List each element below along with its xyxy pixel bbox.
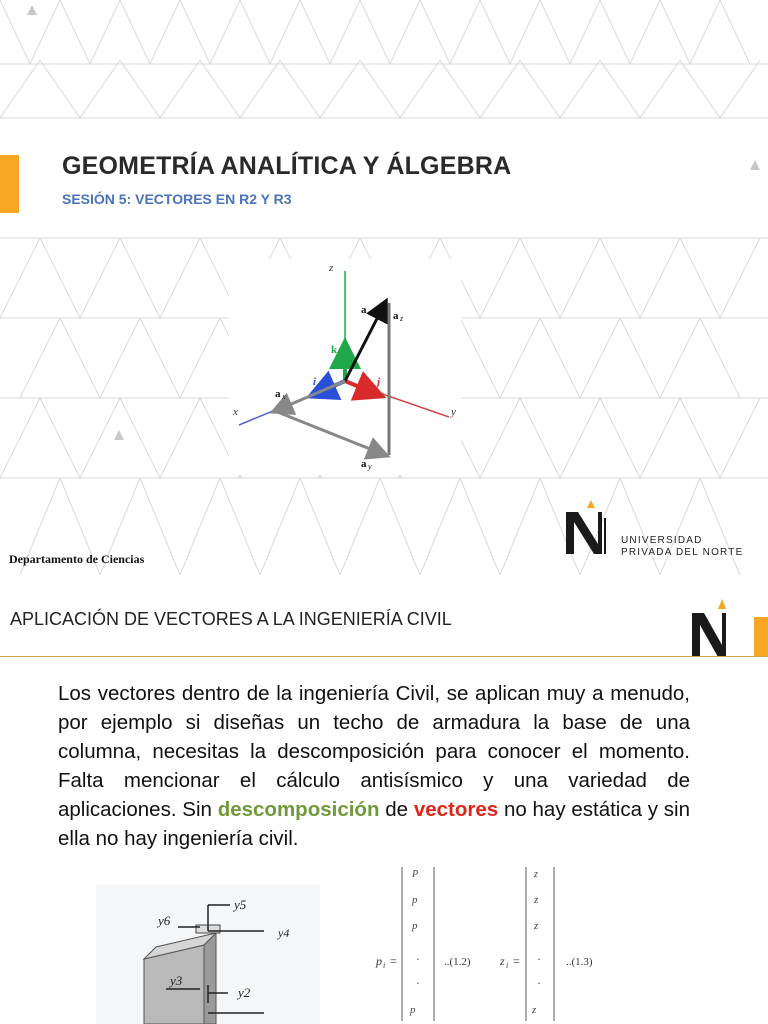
dof-label-y2: y2 <box>238 985 251 1000</box>
title-accent-bar <box>0 155 19 213</box>
component-sub-ay: y <box>368 462 372 471</box>
matrix1-entry-2: p <box>412 920 418 932</box>
matrix1-lhs-sub: i <box>383 961 386 970</box>
highlight-descomposicion: descomposición <box>217 798 380 821</box>
matrix2-entry-2: z <box>534 920 539 932</box>
matrix2-entry-3: · <box>537 952 541 966</box>
matrix2-entry-1: z <box>534 894 539 906</box>
matrix1-entry-3: · <box>416 952 420 966</box>
heading-accent-bar <box>754 617 768 657</box>
matrix2-entry-5: z <box>532 1004 537 1016</box>
component-sub-az: z <box>400 314 404 323</box>
vector-3d-diagram <box>229 259 461 475</box>
component-sub-ax: x <box>282 392 286 401</box>
paragraph-text-2: de <box>379 798 414 821</box>
upn-logo-icon <box>560 498 616 558</box>
university-line-1: UNIVERSIDAD <box>621 535 703 546</box>
matrix2-entry-0: z <box>534 869 538 880</box>
unit-vector-i: i <box>313 376 317 388</box>
upn-small-logo-icon <box>690 597 734 657</box>
svg-text:=: = <box>513 954 520 968</box>
university-name <box>621 535 743 559</box>
department-name: Departamento de Ciencias <box>9 552 145 566</box>
displacement-vector-matrix <box>496 865 616 1024</box>
matrix1-lhs: p <box>376 954 382 968</box>
matrix1-entry-1: p <box>412 894 418 906</box>
paragraph-text-1: Los vectores dentro de la ingeniería Civil, se aplican muy a menudo, por ejemplo si diseñas un techo de armadura la base de una columna, necesitas la descomposición para conocer el momento. Falta mencionar el cálculo antisísmico y una variedad de aplicaciones. Sin <box>58 682 690 821</box>
component-label-az: a <box>393 310 399 322</box>
dof-label-y6: y6 <box>158 913 171 928</box>
dof-label-y5: y5 <box>234 897 247 912</box>
section-heading: APLICACIÓN DE VECTORES A LA INGENIERÍA CIVIL <box>10 609 452 629</box>
matrix1-entry-5: p <box>410 1004 416 1016</box>
svg-text:=: = <box>390 954 397 968</box>
axis-label-z: z <box>329 262 334 274</box>
university-line-2: PRIVADA DEL NORTE <box>621 547 744 558</box>
matrix1-entry-4: · <box>416 976 420 990</box>
matrix2-entry-4: · <box>537 976 541 990</box>
axis-label-x: x <box>233 406 238 418</box>
heading-divider <box>0 656 768 657</box>
unit-vector-j: j <box>377 376 381 388</box>
unit-vector-k: k <box>331 344 338 356</box>
matrix2-lhs-sub: i <box>506 961 509 970</box>
dof-label-y3: y3 <box>170 973 183 988</box>
highlight-vectores: vectores <box>413 798 499 821</box>
vector-label-a: a <box>361 304 367 316</box>
matrix1-equation-label: ..(1.2) <box>444 956 471 968</box>
component-label-ay: a <box>361 458 367 470</box>
paragraph-text-3: no hay estática y sin ella no hay ingeniería civil. <box>58 798 690 850</box>
column-degrees-of-freedom-figure <box>96 885 320 1024</box>
body-paragraph <box>58 679 690 853</box>
vector-components-figure <box>229 259 461 475</box>
session-subtitle: SESIÓN 5: VECTORES EN R2 Y R3 <box>62 191 292 207</box>
component-label-ax: a <box>275 388 281 400</box>
matrix2-equation-label: ..(1.3) <box>566 956 593 968</box>
axis-label-y: y <box>451 406 456 418</box>
slide-title: GEOMETRÍA ANALÍTICA Y ÁLGEBRA <box>62 152 512 180</box>
content-slide <box>0 575 768 1024</box>
matrix1-entry-0: P <box>412 869 419 880</box>
matrix2-lhs: z <box>500 954 505 968</box>
dof-label-y4: y4 <box>278 926 290 940</box>
force-vector-matrix <box>372 865 492 1024</box>
